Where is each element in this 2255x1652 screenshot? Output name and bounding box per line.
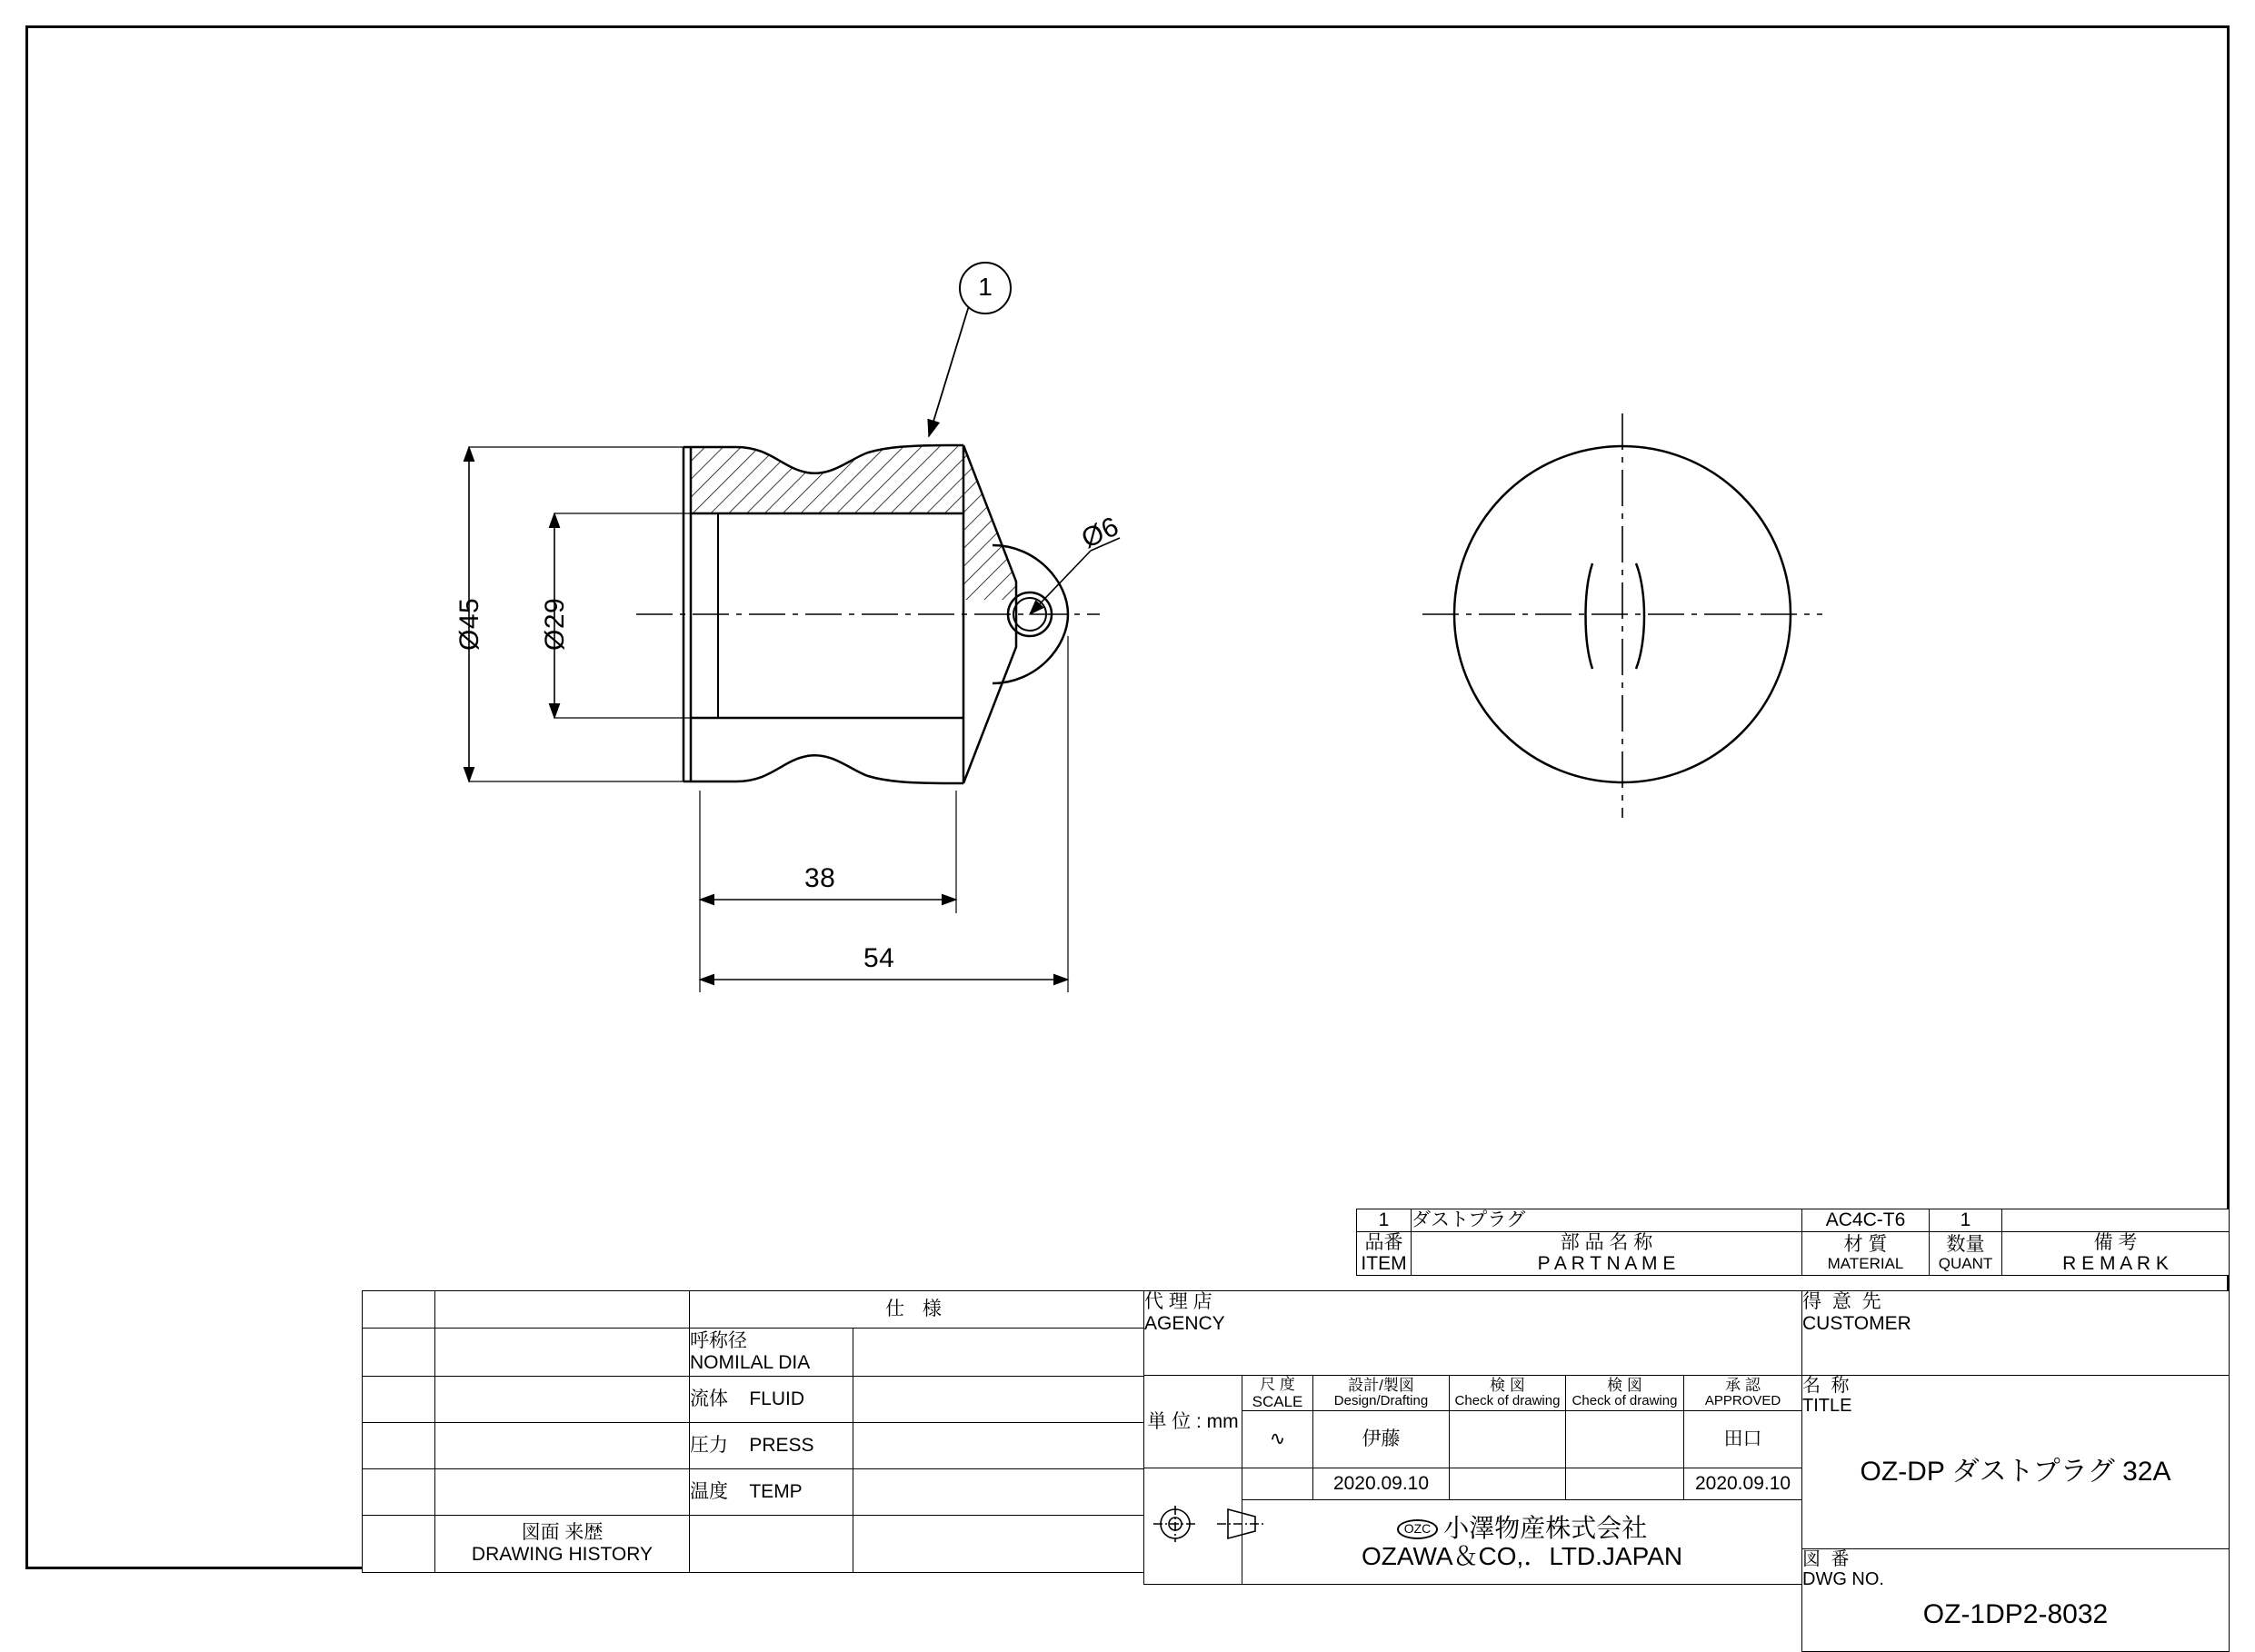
scale-sub-blank <box>1242 1468 1313 1500</box>
approval-header-check2: 検 図 Check of drawing <box>1566 1376 1684 1411</box>
spec-value-nominal-dia <box>853 1329 1144 1377</box>
spec-label-nominal-dia: 呼称径 NOMILAL DIA <box>690 1329 853 1377</box>
spec-row-temp <box>363 1469 1144 1516</box>
projection-symbol-icon <box>1144 1504 1281 1544</box>
spec-blank-a3 <box>363 1377 435 1423</box>
company-name-en: OZAWA＆CO,．LTD.JAPAN <box>1361 1542 1683 1571</box>
agency-cell: 代 理 店 AGENCY <box>1144 1291 1802 1376</box>
designer-name: 伊藤 <box>1313 1411 1450 1468</box>
company-cell <box>1242 1500 1802 1585</box>
parts-name-value: ダストプラグ <box>1412 1209 1802 1232</box>
parts-item-value: 1 <box>1357 1209 1412 1232</box>
spec-blank-b5 <box>435 1469 690 1516</box>
dimension-38: 38 <box>804 863 836 893</box>
dimension-54: 54 <box>863 943 895 973</box>
projection-symbol-cell <box>1144 1468 1242 1585</box>
company-name-jp: OZC 小澤物産株式会社 <box>1242 1514 1801 1542</box>
ozawa-logo-icon: OZC <box>1397 1519 1439 1539</box>
dimension-dia29: Ø29 <box>540 597 570 651</box>
title-value: OZ-DP ダストプラグ 32A <box>1860 1456 2171 1487</box>
parts-quant-value: 1 <box>1930 1209 2002 1232</box>
spec-row-press <box>363 1423 1144 1469</box>
approval-header-approved: 承 認 APPROVED <box>1684 1376 1802 1411</box>
spec-blank-a4 <box>363 1423 435 1469</box>
dwg-no-row <box>1802 1549 2230 1652</box>
approver-date: 2020.09.10 <box>1684 1468 1802 1500</box>
approval-dates-row <box>1144 1468 1802 1500</box>
customer-cell: 得 意 先 CUSTOMER <box>1802 1291 2230 1376</box>
parts-material-value: AC4C-T6 <box>1802 1209 1930 1232</box>
spec-blank-b1 <box>435 1291 690 1329</box>
dwg-no-cell <box>1802 1549 2230 1652</box>
parts-table <box>1356 1209 2230 1276</box>
title-block-center <box>1143 1290 1802 1585</box>
checker1-name <box>1450 1411 1566 1468</box>
agency-row <box>1144 1291 1802 1376</box>
approval-header-check1: 検 図 Check of drawing <box>1450 1376 1566 1411</box>
parts-header-material: 材 質 MATERIAL <box>1802 1231 1930 1275</box>
approval-header-design: 設計/製図 Design/Drafting <box>1313 1376 1450 1411</box>
spec-value-temp <box>853 1469 1144 1516</box>
parts-table-row <box>1357 1209 2230 1232</box>
spec-value-fluid <box>853 1377 1144 1423</box>
designer-date: 2020.09.10 <box>1313 1468 1450 1500</box>
title-block-right <box>1801 1290 2230 1652</box>
approval-names-row <box>1144 1411 1802 1468</box>
spec-row-header <box>363 1291 1144 1329</box>
parts-header-name: 部 品 名 称 P A R T N A M E <box>1412 1231 1802 1275</box>
checker2-name <box>1566 1411 1684 1468</box>
parts-header-remark: 備 考 R E M A R K <box>2002 1231 2230 1275</box>
dimension-dia6: Ø6 <box>1077 511 1124 554</box>
parts-header-quant: 数量 QUANT <box>1930 1231 2002 1275</box>
spec-row-nominal <box>363 1329 1144 1377</box>
dimension-dia45: Ø45 <box>454 597 484 651</box>
balloon-item-1: 1 <box>959 262 1012 314</box>
dwg-no-label: 図 番 DWG NO. <box>1802 1549 1884 1590</box>
spec-table <box>362 1290 1144 1573</box>
title-row <box>1802 1376 2230 1549</box>
checker2-date <box>1566 1468 1684 1500</box>
scale-value: ∿ <box>1242 1411 1313 1468</box>
title-label: 名 称 TITLE <box>1802 1376 1852 1417</box>
scale-header: 尺 度 SCALE <box>1242 1376 1313 1411</box>
spec-header-label: 仕 様 <box>690 1291 1144 1329</box>
dwg-no-value: OZ-1DP2-8032 <box>1922 1598 2109 1629</box>
unit-cell: 単 位 : mm <box>1144 1376 1242 1468</box>
parts-header-item: 品番 ITEM <box>1357 1231 1412 1275</box>
approval-header-row <box>1144 1376 1802 1411</box>
checker1-date <box>1450 1468 1566 1500</box>
spec-blank-a1 <box>363 1291 435 1329</box>
parts-table-header-row <box>1357 1231 2230 1275</box>
spec-blank-b2 <box>435 1329 690 1377</box>
spec-label-history: 図面 来歴 DRAWING HISTORY <box>435 1516 690 1573</box>
spec-blank-b4 <box>435 1423 690 1469</box>
spec-blank-c6 <box>690 1516 853 1573</box>
approver-name: 田口 <box>1684 1411 1802 1468</box>
spec-label-temp: 温度 TEMP <box>690 1469 853 1516</box>
spec-blank-a6 <box>363 1516 435 1573</box>
spec-blank-d6 <box>853 1516 1144 1573</box>
spec-label-fluid: 流体 FLUID <box>690 1377 853 1423</box>
title-cell <box>1802 1376 2230 1549</box>
spec-value-press <box>853 1423 1144 1469</box>
spec-row-history <box>363 1516 1144 1573</box>
spec-blank-a5 <box>363 1469 435 1516</box>
customer-row <box>1802 1291 2230 1376</box>
spec-label-press: 圧力 PRESS <box>690 1423 853 1469</box>
parts-remark-value <box>2002 1209 2230 1232</box>
spec-row-fluid <box>363 1377 1144 1423</box>
spec-blank-b3 <box>435 1377 690 1423</box>
spec-blank-a2 <box>363 1329 435 1377</box>
